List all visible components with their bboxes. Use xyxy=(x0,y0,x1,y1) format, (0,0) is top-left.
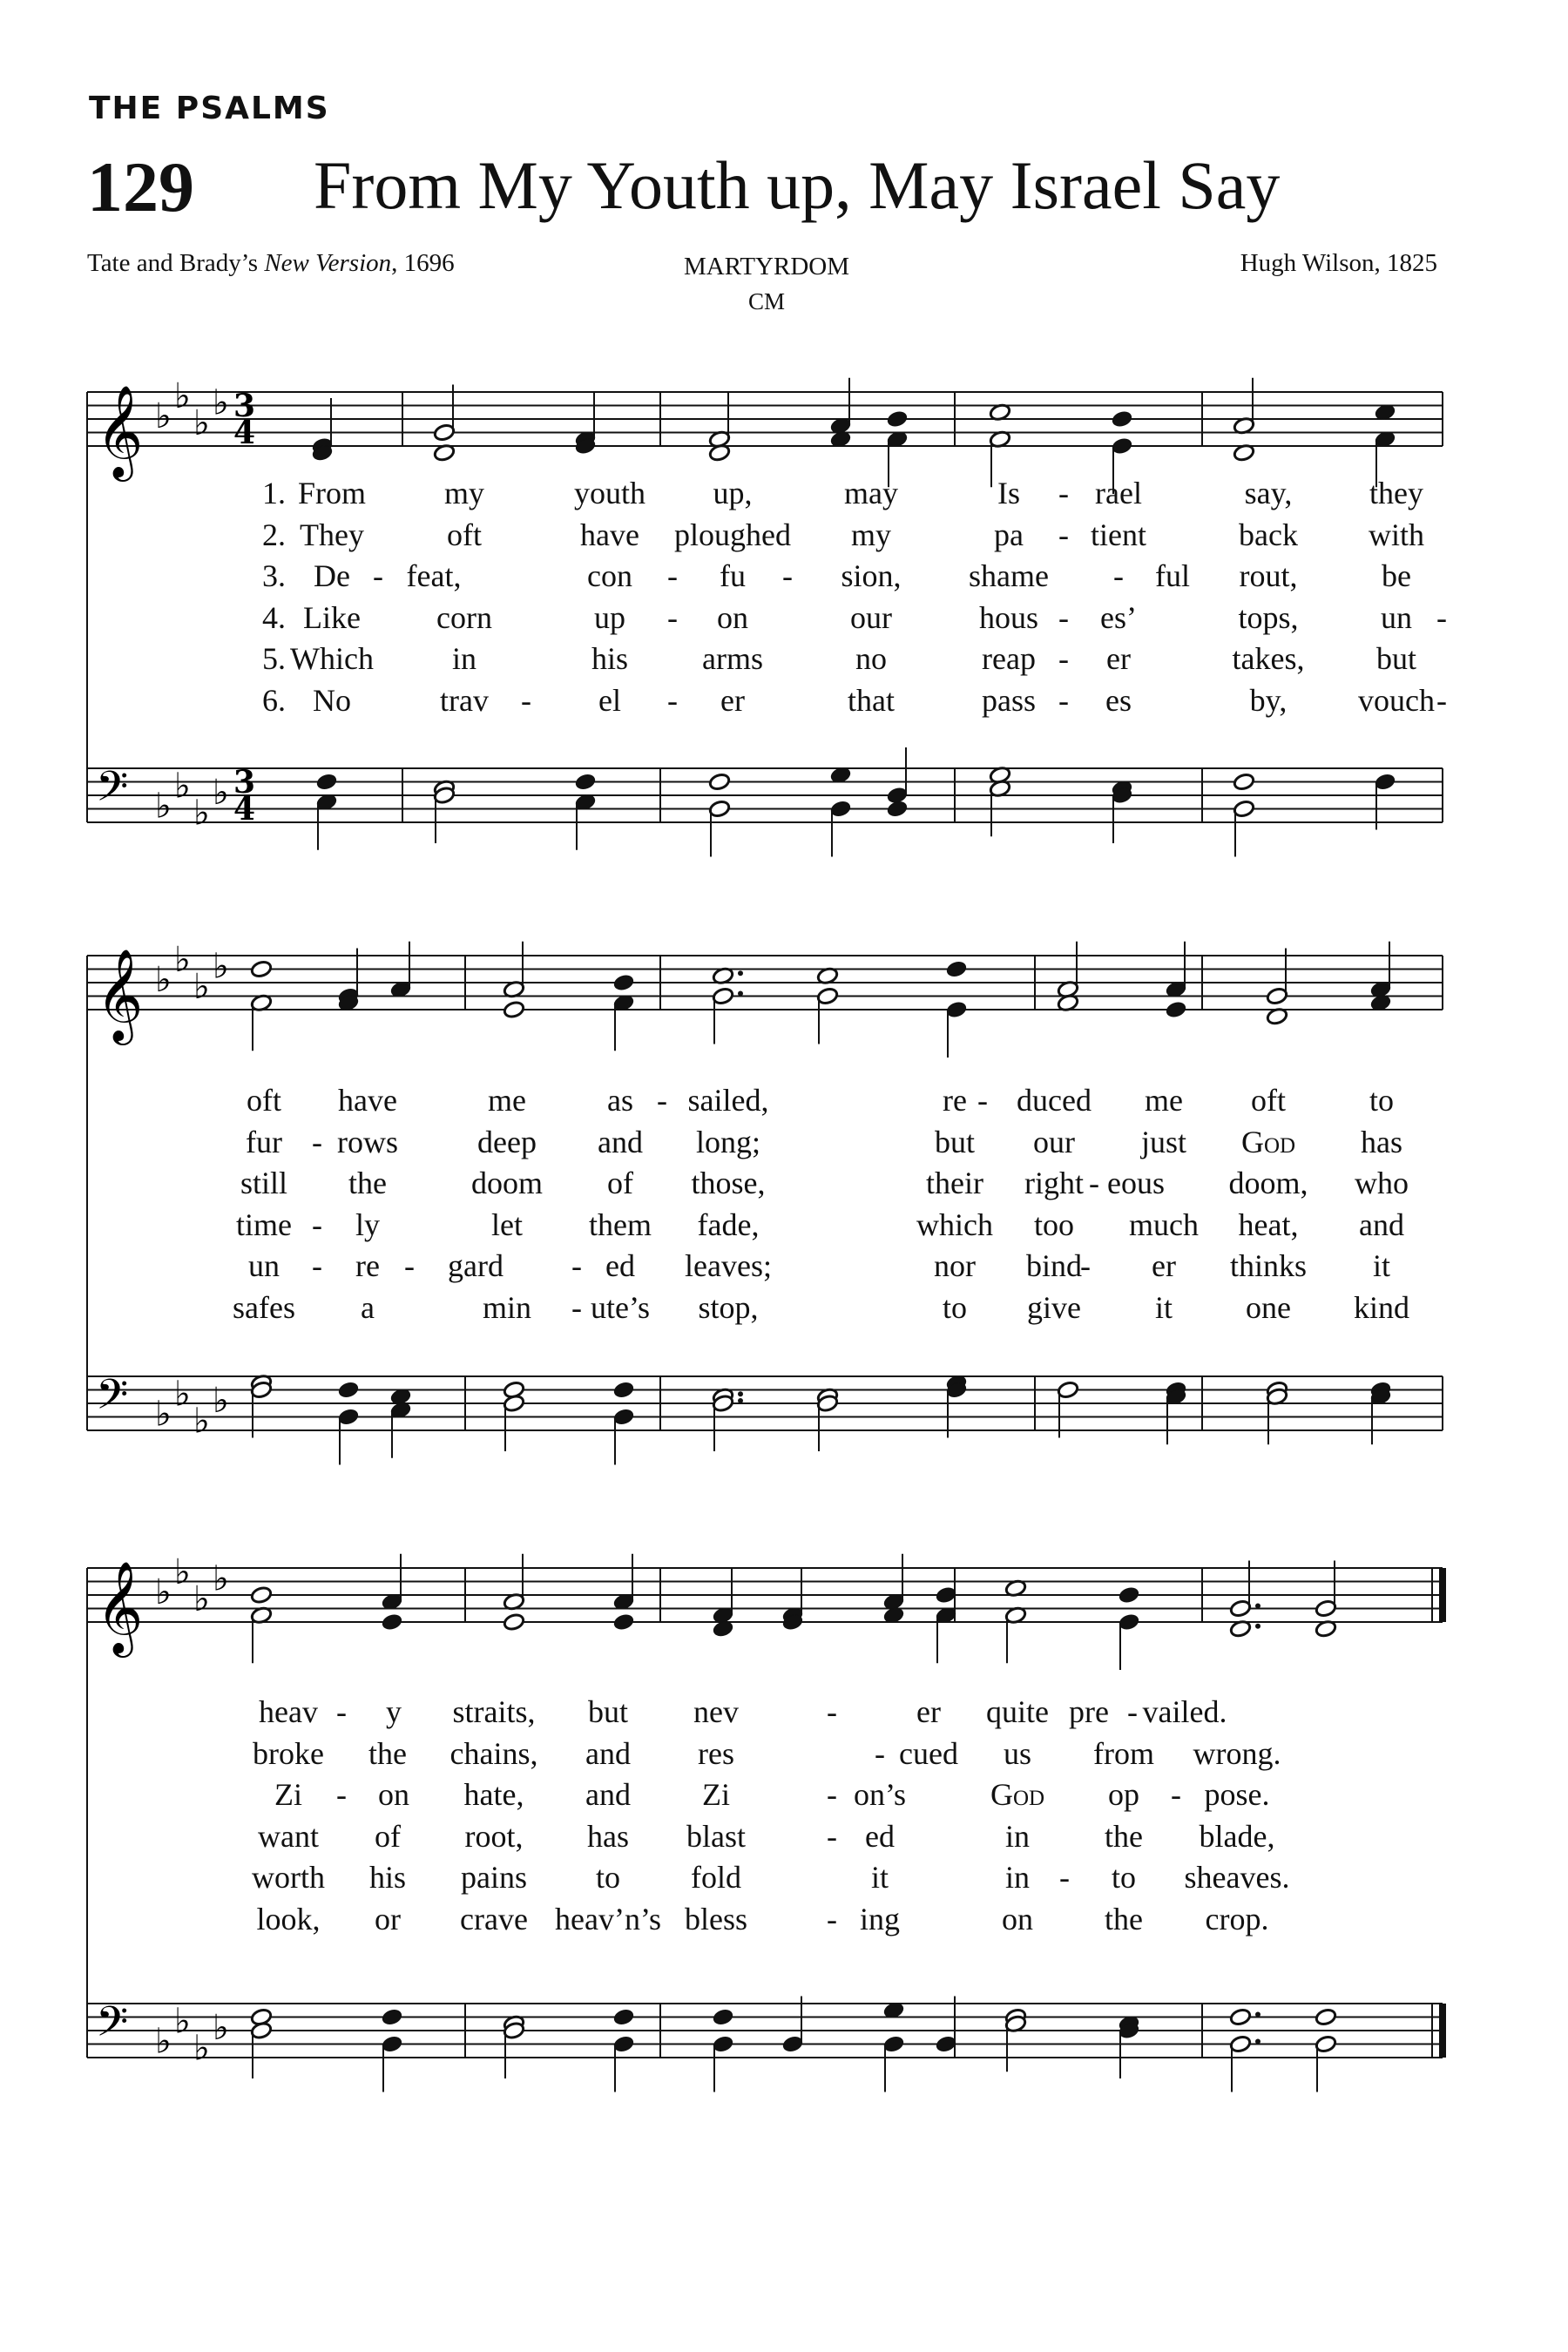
treble-clef-icon: 𝄞 xyxy=(96,384,144,477)
lyric-syllable: to xyxy=(1111,1860,1137,1895)
treble-clef-icon: 𝄞 xyxy=(96,948,144,1041)
lyric-syllable: right xyxy=(1024,1166,1084,1200)
lyric-syllable: wrong. xyxy=(1193,1735,1281,1771)
lyric-syllable: They xyxy=(300,517,364,552)
lyric-syllable: by, xyxy=(1249,682,1288,718)
note xyxy=(503,2014,525,2078)
lyric-hyphen: - xyxy=(312,1124,322,1159)
lyric-syllable: eous xyxy=(1107,1166,1165,1200)
lyric-syllable: fu xyxy=(720,558,746,593)
lyric-syllable: es xyxy=(1105,682,1132,718)
time-signature-bottom: 4 xyxy=(233,415,256,451)
lyric-hyphen: - xyxy=(312,1248,322,1283)
lyric-syllable: on xyxy=(378,1777,409,1812)
lyric-syllable: trav xyxy=(440,682,489,718)
lyric-hyphen: - xyxy=(657,1083,667,1118)
lyric-syllable: fur xyxy=(246,1124,282,1159)
lyric-syllable: pass xyxy=(982,682,1036,718)
lyric-syllable: Zi xyxy=(274,1777,302,1812)
lyric-syllable: er xyxy=(1152,1248,1176,1283)
lyric-hyphen: - xyxy=(373,558,383,593)
bass-clef-icon: 𝄢 xyxy=(96,1369,129,1429)
lyric-hyphen: - xyxy=(1127,1694,1138,1729)
lyric-syllable: pa xyxy=(994,517,1024,552)
lyric-syllable: From xyxy=(297,476,367,510)
note xyxy=(935,1585,957,1663)
lyric-hyphen: - xyxy=(1113,558,1124,593)
flat-icon: ♭ xyxy=(213,382,229,423)
hymn-number: 129 xyxy=(87,147,194,226)
flat-icon: ♭ xyxy=(193,966,210,1007)
lyric-syllable: and xyxy=(585,1735,631,1771)
lyric-syllable: doom, xyxy=(1228,1166,1308,1200)
lyric-syllable: it xyxy=(1154,1289,1173,1325)
lyric-hyphen: - xyxy=(1089,1166,1099,1200)
lyric-syllable: the xyxy=(1105,1901,1143,1936)
lyric-syllable: feat, xyxy=(406,558,462,593)
lyric-syllable: crop. xyxy=(1205,1901,1269,1936)
lyric-syllable: con xyxy=(587,558,632,593)
lyric-syllable: Which xyxy=(290,641,374,676)
lyric-syllable: y xyxy=(386,1694,402,1729)
lyric-syllable: or xyxy=(375,1901,401,1936)
note xyxy=(381,2008,403,2092)
lyric-syllable: his xyxy=(368,1860,407,1895)
lyric-syllable: root, xyxy=(464,1818,524,1854)
lyric-syllable: in xyxy=(451,641,477,676)
lyric-syllable: my xyxy=(850,517,892,552)
lyric-syllable: ute’s xyxy=(591,1289,650,1325)
lyric-syllable: tops, xyxy=(1238,599,1299,635)
lyric-syllable: look, xyxy=(256,1901,321,1936)
lyric-hyphen: - xyxy=(667,682,678,718)
lyric-syllable: who xyxy=(1355,1166,1409,1200)
tune-name: MARTYRDOM xyxy=(683,253,849,280)
lyric-syllable: er xyxy=(1106,641,1131,676)
lyric-syllable: nor xyxy=(934,1248,976,1283)
meter: CM xyxy=(747,288,786,314)
lyric-syllable: nev xyxy=(693,1694,739,1729)
note xyxy=(250,1585,273,1663)
lyric-syllable: which xyxy=(916,1206,993,1242)
treble-clef-icon: 𝄞 xyxy=(96,1560,144,1653)
lyric-syllable: Zi xyxy=(702,1777,730,1812)
flat-icon: ♭ xyxy=(155,2021,172,2062)
lyric-syllable: gard xyxy=(448,1248,504,1283)
note xyxy=(935,1997,957,2054)
lyric-syllable: leaves; xyxy=(685,1248,772,1283)
flat-icon: ♭ xyxy=(174,2001,191,2042)
section-heading: THE PSALMS xyxy=(89,91,330,126)
lyric-syllable: them xyxy=(589,1206,652,1242)
lyric-hyphen: - xyxy=(827,1694,837,1729)
lyric-syllable: of xyxy=(607,1166,633,1200)
lyric-syllable: from xyxy=(1093,1735,1154,1771)
note xyxy=(1004,2008,1027,2072)
lyric-syllable: they xyxy=(1369,476,1423,510)
lyric-syllable: just xyxy=(1140,1124,1187,1159)
lyric-syllable: heav xyxy=(259,1694,318,1729)
lyric-syllable: on xyxy=(1002,1901,1033,1936)
lyric-syllable: say, xyxy=(1244,476,1293,510)
text-credit-prefix: Tate and Brady’s xyxy=(87,249,265,277)
lyric-syllable: to xyxy=(942,1289,968,1325)
lyric-line xyxy=(0,1693,1568,1735)
note xyxy=(381,1554,403,1632)
lyric-syllable: sion, xyxy=(841,558,902,593)
lyric-line xyxy=(0,1859,1568,1901)
lyric-syllable: oft xyxy=(447,517,482,552)
lyric-syllable: the xyxy=(368,1735,407,1771)
lyric-syllable: duced xyxy=(1017,1083,1092,1118)
lyric-hyphen: - xyxy=(1436,599,1447,635)
lyric-hyphen: - xyxy=(404,1248,415,1283)
lyric-syllable: safes xyxy=(233,1289,295,1325)
note xyxy=(612,2008,635,2092)
lyric-syllable: er xyxy=(916,1694,941,1729)
lyric-syllable: of xyxy=(375,1818,401,1854)
note xyxy=(250,2008,273,2078)
flat-icon: ♭ xyxy=(213,773,229,813)
lyric-syllable: el xyxy=(598,682,621,718)
lyric-syllable: vouch xyxy=(1358,682,1435,718)
verse-number: 2. xyxy=(262,517,286,552)
lyric-syllable: takes, xyxy=(1232,641,1305,676)
lyric-hyphen: - xyxy=(875,1735,885,1771)
time-signature-bottom: 4 xyxy=(233,791,256,828)
lyric-syllable: Like xyxy=(303,599,361,635)
lyric-syllable: un xyxy=(248,1248,280,1283)
time-signature-top: 3 xyxy=(233,764,256,801)
bass-clef-icon: 𝄢 xyxy=(96,761,129,821)
hymn-title: From My Youth up, May Israel Say xyxy=(314,147,1281,223)
flat-icon: ♭ xyxy=(155,1572,172,1612)
lyric-syllable: quite xyxy=(986,1694,1049,1729)
lyric-syllable: no xyxy=(855,641,887,676)
lyric-syllable: oft xyxy=(1251,1083,1286,1118)
note xyxy=(612,1554,635,1632)
lyric-hyphen: - xyxy=(782,558,793,593)
lyric-syllable: to xyxy=(1369,1083,1395,1118)
lyric-hyphen: - xyxy=(1058,517,1069,552)
lyric-syllable: with xyxy=(1368,517,1425,552)
verse-number: 4. xyxy=(262,599,286,635)
note xyxy=(1004,1578,1027,1663)
lyric-syllable: but xyxy=(934,1124,976,1159)
lyric-syllable: one xyxy=(1246,1289,1291,1325)
note xyxy=(503,1554,525,1632)
lyric-syllable: res xyxy=(698,1735,734,1771)
lyric-syllable: the xyxy=(348,1166,387,1200)
lyric-syllable: corn xyxy=(436,599,492,635)
note xyxy=(882,1554,905,1625)
lyric-syllable: our xyxy=(1033,1124,1075,1159)
lyric-syllable: on’s xyxy=(853,1777,907,1812)
lyric-hyphen: - xyxy=(827,1777,837,1812)
lyric-syllable: to xyxy=(595,1860,621,1895)
lyric-syllable: pains xyxy=(461,1860,527,1895)
lyric-syllable: and xyxy=(585,1777,631,1812)
lyric-hyphen: - xyxy=(977,1083,988,1118)
lyric-syllable: back xyxy=(1239,517,1298,552)
lyric-syllable: God xyxy=(1240,1124,1296,1159)
lyric-syllable: re xyxy=(943,1083,967,1118)
flat-icon: ♭ xyxy=(193,402,210,443)
bass-clef-icon: 𝄢 xyxy=(96,1997,129,2057)
lyric-syllable: on xyxy=(717,599,748,635)
lyric-syllable: cued xyxy=(899,1735,958,1771)
flat-icon: ♭ xyxy=(174,375,191,416)
lyric-syllable: me xyxy=(488,1083,526,1118)
flat-icon: ♭ xyxy=(193,1578,210,1619)
text-credit-work: New Version xyxy=(264,249,392,277)
lyric-syllable: blade, xyxy=(1199,1818,1275,1854)
lyric-syllable: be xyxy=(1382,558,1411,593)
lyric-syllable: No xyxy=(313,682,351,718)
lyric-syllable: fold xyxy=(691,1860,741,1895)
lyric-syllable: have xyxy=(338,1083,397,1118)
flat-icon: ♭ xyxy=(174,766,191,807)
lyric-syllable: re xyxy=(355,1248,380,1283)
note xyxy=(1315,1561,1337,1639)
flat-icon: ♭ xyxy=(155,1394,172,1435)
lyric-hyphen: - xyxy=(1058,599,1069,635)
lyric-syllable: those, xyxy=(691,1166,766,1200)
lyric-syllable: fade, xyxy=(697,1206,760,1242)
lyric-hyphen: - xyxy=(667,599,678,635)
note xyxy=(1118,2014,1140,2078)
lyric-syllable: bless xyxy=(685,1901,747,1936)
lyric-syllable: chains, xyxy=(449,1735,538,1771)
lyric-hyphen: - xyxy=(312,1206,322,1242)
note xyxy=(1118,1585,1140,1670)
flat-icon: ♭ xyxy=(155,786,172,827)
flat-icon: ♭ xyxy=(155,396,172,436)
lyric-syllable: heav’n’s xyxy=(555,1901,661,1936)
lyric-hyphen: - xyxy=(571,1289,582,1325)
lyric-hyphen: - xyxy=(521,682,531,718)
lyric-syllable: and xyxy=(1359,1206,1404,1242)
lyric-syllable: it xyxy=(870,1860,889,1895)
lyric-syllable: pre xyxy=(1069,1694,1109,1729)
lyric-syllable: us xyxy=(1003,1735,1032,1771)
note xyxy=(781,1997,804,2054)
lyric-syllable: has xyxy=(587,1818,629,1854)
lyric-syllable: give xyxy=(1027,1289,1081,1325)
lyric-syllable: doom xyxy=(470,1166,544,1200)
lyric-syllable: time xyxy=(236,1206,292,1242)
lyric-syllable: tient xyxy=(1091,517,1146,552)
lyric-syllable: un xyxy=(1381,599,1412,635)
lyric-syllable: rows xyxy=(337,1124,398,1159)
flat-icon: ♭ xyxy=(213,2008,229,2048)
lyric-syllable: bind xyxy=(1025,1248,1083,1283)
lyric-syllable: worth xyxy=(252,1860,325,1895)
flat-icon: ♭ xyxy=(174,1551,191,1592)
flat-icon: ♭ xyxy=(193,1401,210,1442)
lyric-syllable: pose. xyxy=(1204,1777,1270,1812)
lyric-hyphen: - xyxy=(1171,1777,1181,1812)
lyric-syllable: but xyxy=(587,1694,629,1729)
note xyxy=(1315,2008,1337,2092)
lyric-syllable: arms xyxy=(702,641,763,676)
lyric-syllable: Is xyxy=(997,476,1020,510)
flat-icon: ♭ xyxy=(193,793,210,834)
lyric-syllable: ed xyxy=(865,1818,895,1854)
lyric-syllable: deep xyxy=(477,1124,537,1159)
music-credit: Hugh Wilson, 1825 xyxy=(1240,249,1437,277)
lyric-syllable: may xyxy=(844,476,898,510)
lyric-hyphen: - xyxy=(571,1248,582,1283)
lyric-syllable: kind xyxy=(1353,1289,1410,1325)
lyric-syllable: my xyxy=(443,476,485,510)
lyric-syllable: me xyxy=(1145,1083,1183,1118)
flat-icon: ♭ xyxy=(213,1558,229,1599)
lyric-syllable: De xyxy=(314,558,350,593)
note xyxy=(1229,1561,1260,1639)
lyric-syllable: ploughed xyxy=(674,517,791,552)
note xyxy=(712,1567,734,1638)
verse-number: 5. xyxy=(262,641,286,676)
lyric-hyphen: - xyxy=(827,1818,837,1854)
lyric-syllable: shame xyxy=(969,558,1049,593)
lyric-syllable: crave xyxy=(460,1901,528,1936)
lyric-syllable: vailed. xyxy=(1142,1694,1227,1729)
verse-number: 3. xyxy=(262,558,286,593)
lyric-syllable: have xyxy=(580,517,639,552)
lyric-syllable: it xyxy=(1372,1248,1391,1283)
note xyxy=(1229,2008,1260,2092)
lyric-hyphen: - xyxy=(1080,1248,1091,1283)
note xyxy=(781,1567,804,1632)
lyric-syllable: op xyxy=(1108,1777,1139,1812)
lyric-syllable: rael xyxy=(1095,476,1142,510)
lyric-hyphen: - xyxy=(1058,682,1069,718)
lyric-hyphen: - xyxy=(336,1777,347,1812)
lyric-syllable: want xyxy=(258,1818,319,1854)
lyric-syllable: up xyxy=(594,599,625,635)
lyric-syllable: ing xyxy=(859,1901,901,1936)
lyric-line xyxy=(0,1901,1568,1943)
lyric-syllable: heat, xyxy=(1238,1206,1299,1242)
bass-staff xyxy=(87,1997,1443,2069)
lyric-hyphen: - xyxy=(667,558,678,593)
lyric-syllable: much xyxy=(1129,1206,1199,1242)
flat-icon: ♭ xyxy=(174,1374,191,1415)
lyric-syllable: a xyxy=(361,1289,375,1325)
lyric-hyphen: - xyxy=(1058,476,1069,510)
lyric-line xyxy=(0,1735,1568,1777)
lyric-syllable: long; xyxy=(695,1124,761,1159)
lyric-syllable: sheaves. xyxy=(1184,1860,1290,1895)
lyric-syllable: oft xyxy=(247,1083,281,1118)
lyric-hyphen: - xyxy=(1059,1860,1070,1895)
lyric-syllable: in xyxy=(1004,1860,1031,1895)
lyric-hyphen: - xyxy=(1058,641,1069,676)
lyric-syllable: hate, xyxy=(463,1777,524,1812)
verse-number: 1. xyxy=(262,476,286,510)
lyric-syllable: ful xyxy=(1155,558,1190,593)
lyric-syllable: but xyxy=(1375,641,1417,676)
lyric-syllable: ed xyxy=(605,1248,635,1283)
lyric-syllable: broke xyxy=(253,1735,324,1771)
lyric-syllable: ly xyxy=(355,1206,381,1242)
lyric-syllable: too xyxy=(1033,1206,1075,1242)
lyric-hyphen: - xyxy=(336,1694,347,1729)
lyric-syllable: up, xyxy=(713,476,753,510)
lyric-line xyxy=(0,1776,1568,1818)
lyric-syllable: our xyxy=(850,599,892,635)
lyric-syllable: youth xyxy=(573,476,646,510)
lyric-syllable: God xyxy=(990,1777,1045,1812)
lyric-syllable: in xyxy=(1004,1818,1031,1854)
lyric-syllable: thinks xyxy=(1229,1248,1308,1283)
lyric-syllable: their xyxy=(926,1166,983,1200)
lyric-syllable: the xyxy=(1105,1818,1143,1854)
verse-number: 6. xyxy=(262,682,286,718)
lyric-syllable: es’ xyxy=(1100,599,1137,635)
lyric-syllable: and xyxy=(598,1124,643,1159)
lyric-syllable: stop, xyxy=(698,1289,759,1325)
lyric-syllable: hous xyxy=(978,599,1039,635)
lyric-syllable: blast xyxy=(686,1818,746,1854)
flat-icon: ♭ xyxy=(213,946,229,987)
flat-icon: ♭ xyxy=(193,2028,210,2069)
lyric-syllable: still xyxy=(240,1166,288,1200)
note xyxy=(882,2001,905,2092)
lyric-hyphen: - xyxy=(1436,682,1447,718)
flat-icon: ♭ xyxy=(213,1381,229,1421)
lyric-syllable: his xyxy=(591,641,629,676)
lyric-syllable: er xyxy=(720,682,745,718)
text-credit-year: , 1696 xyxy=(391,249,455,277)
flat-icon: ♭ xyxy=(155,960,172,1000)
lyric-syllable: reap xyxy=(982,641,1036,676)
lyric-syllable: has xyxy=(1361,1124,1402,1159)
time-signature-top: 3 xyxy=(233,388,256,424)
lyric-syllable: let xyxy=(491,1206,523,1242)
flat-icon: ♭ xyxy=(174,939,191,980)
lyric-syllable: straits, xyxy=(452,1694,536,1729)
note xyxy=(712,2008,734,2092)
lyric-hyphen: - xyxy=(827,1901,837,1936)
lyric-syllable: sailed, xyxy=(687,1083,769,1118)
lyric-line xyxy=(0,1818,1568,1860)
lyric-syllable: that xyxy=(848,682,895,718)
lyric-syllable: min xyxy=(482,1289,532,1325)
lyric-syllable: rout, xyxy=(1239,558,1298,593)
lyric-syllable: as xyxy=(607,1083,633,1118)
